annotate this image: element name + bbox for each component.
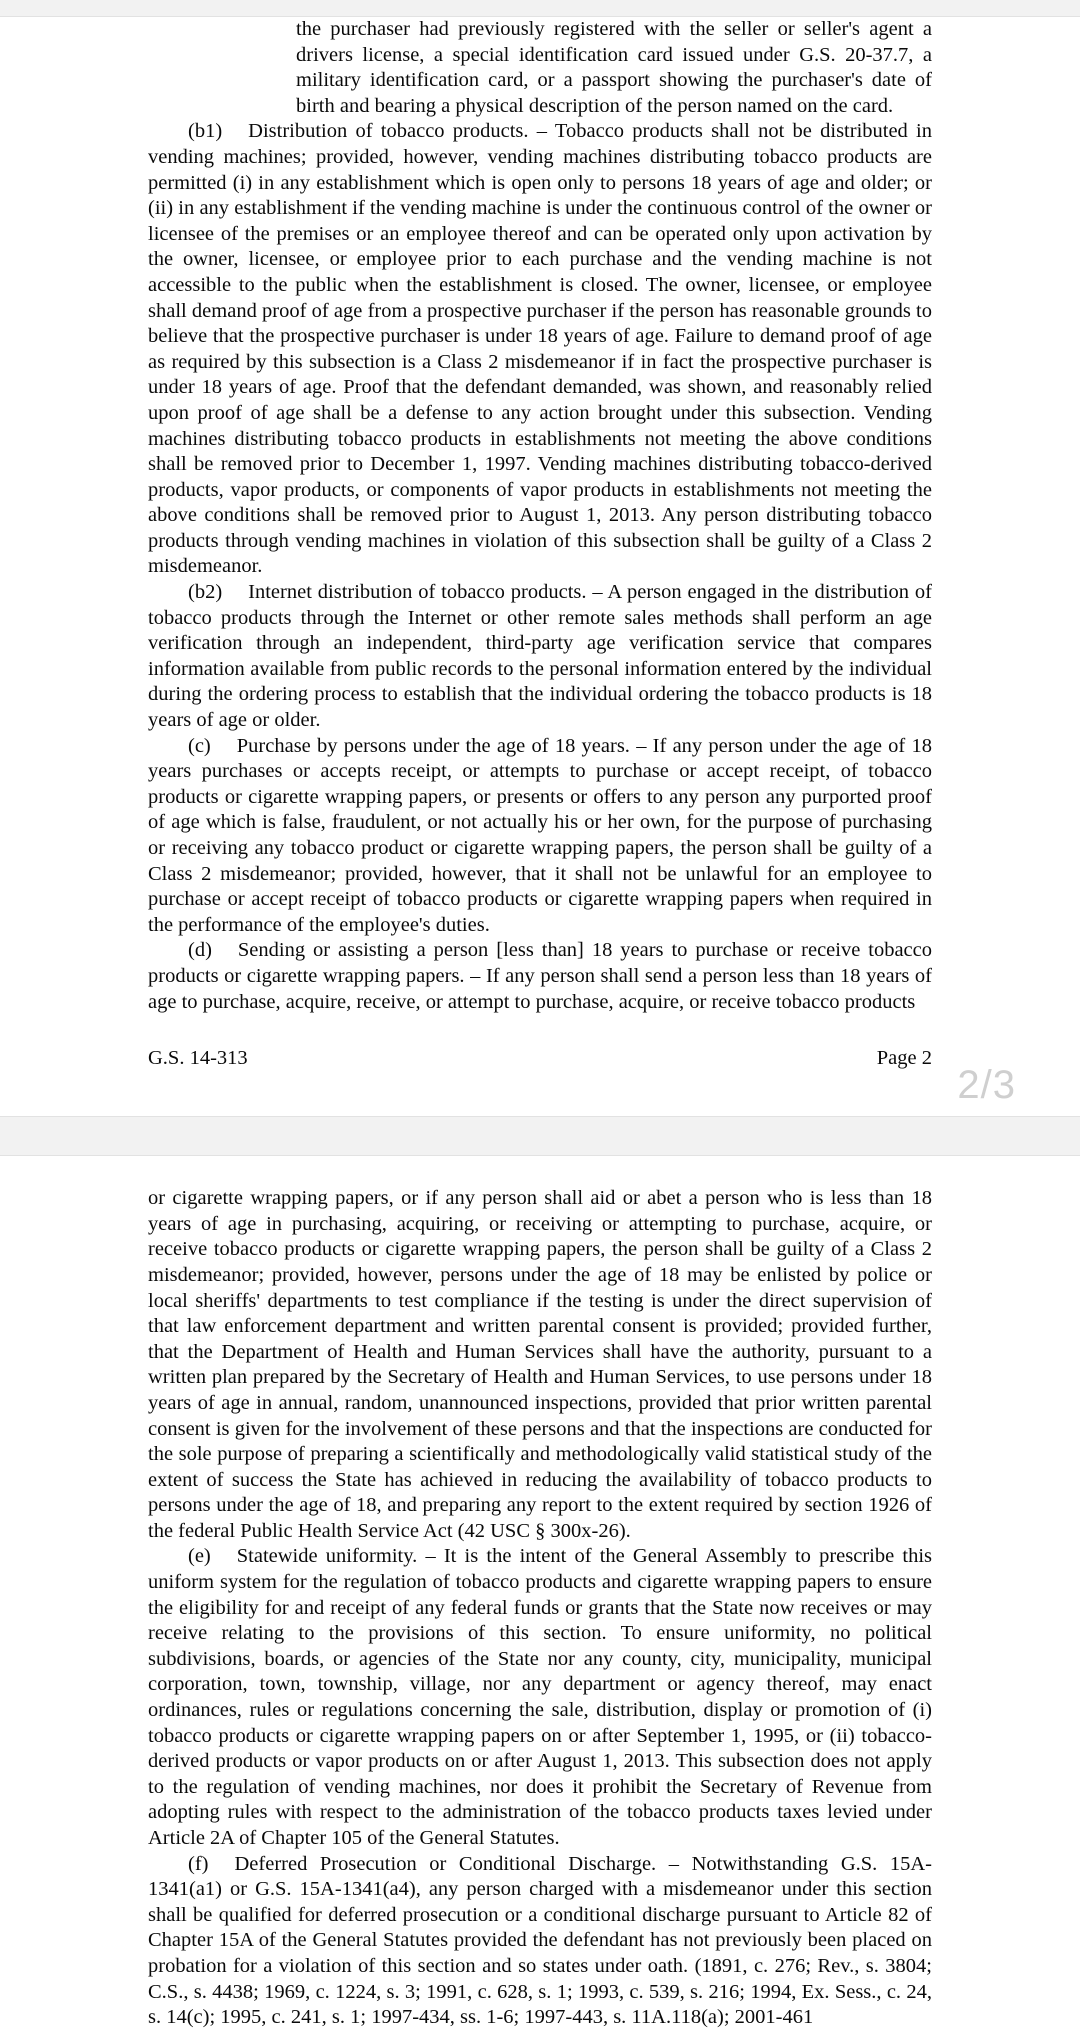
paragraph-heading-d: Sending or assisting a person [less than] 18 years to purchase or receive tobacco products or cigarette wrapping papers. bbox=[148, 939, 932, 987]
paragraph-heading-b1: Distribution of tobacco products. bbox=[248, 120, 529, 143]
paragraph-heading-e: Statewide uniformity. bbox=[236, 1545, 418, 1568]
paragraph-body-d: – If any person shall send a person less than 18 years of age to purchase, acquire, receive, or attempt to purchase, acquire, or receive tobacco products bbox=[148, 964, 933, 1013]
paragraph-body-b1: – Tobacco products shall not be distributed in vending machines; provided, however, vending machines distributing tobacco products are permitted (i) in any establishment which is open only to persons 18 years of age and older; or (ii) in any establishment if the vending machine is under the continuous control of the owner or licensee of the premises or an employee thereof and can be operated only upon activation by the owner, licensee, or employee prior to each purchase and the vending machine is not accessible to the public when the establishment is closed. The owner, licensee, or employee shall demand proof of age from a prospective purchaser if the person has reasonable grounds to believe that the prospective purchaser is under 18 years of age. Failure to demand proof of age as required by this subsection is a Class 2 misdemeanor if in fact the prospective purchaser is under 18 years of age. Proof that the defendant demanded, was shown, and reasonably relied upon proof of age shall be a defense to any action brought under this subsection. Vending machines distributing tobacco products in establishments not meeting the above conditions shall be removed prior to December 1, 1997. Vending machines distributing tobacco-derived products, vapor products, or components of vapor products in establishments not meeting the above conditions shall be removed prior to August 1, 2013. Any person distributing tobacco products through vending machines in violation of this subsection shall be guilty of a Class 2 misdemeanor. bbox=[148, 120, 933, 578]
document-page-2 bbox=[0, 17, 1080, 1116]
paragraph-heading-b2: Internet distribution of tobacco products. bbox=[248, 581, 587, 604]
paragraph-body-e: – It is the intent of the General Assembly to prescribe this uniform system for the regulation of tobacco products and cigarette wrapping papers to ensure the eligibility for and receipt of any federal funds or grants that the State now receives or may receive relating to the provisions of this section. To ensure uniformity, no political subdivisions, boards, or agencies of the State nor any county, city, municipality, municipal corporation, town, township, village, nor any department or agency thereof, may enact ordinances, rules or regulations concerning the sale, distribution, display or promotion of (i) tobacco products or cigarette wrapping papers on or after September 1, 1995, or (ii) tobacco-derived products or vapor products on or after August 1, 2013. This subsection does not apply to the regulation of vending machines, nor does it prohibit the Secretary of Revenue from adopting rules with respect to the administration of the tobacco products taxes levied under Article 2A of Chapter 105 of the General Statutes. bbox=[148, 1545, 933, 1849]
paragraph-c bbox=[148, 734, 932, 939]
paragraph-label-e: (e) bbox=[188, 1545, 211, 1568]
page-position-indicator: 2/3 bbox=[957, 1063, 1016, 1108]
paragraph-label-b1: (b1) bbox=[188, 120, 223, 143]
footer-statute-number: G.S. 14-313 bbox=[148, 1047, 248, 1070]
paragraph-heading-f: Deferred Prosecution or Conditional Discharge. bbox=[234, 1852, 657, 1875]
paragraph-label-b2: (b2) bbox=[188, 581, 223, 604]
paragraph-body-f: – Notwithstanding G.S. 15A-1341(a1) or G.S. 15A-1341(a4), any person charged with a misdemeanor under this section shall be qualified for deferred prosecution or a conditional discharge pursuant to Article 82 of Chapter 15A of the General Statutes provided the defendant has not previously been placed on probation for a violation of this section and so states under oath. (1891, c. 276; Rev., s. 3804; C.S., s. 4438; 1969, c. 1224, s. 3; 1991, c. 628, s. 1; 1993, c. 539, s. 216; 1994, Ex. Sess., c. 24, s. 14(c); 1995, c. 241, s. 1; 1997-434, ss. 1-6; 1997-443, s. 11A.118(a); 2001-461 bbox=[148, 1852, 933, 2029]
previous-page-gap bbox=[0, 0, 1080, 17]
paragraph-body-c: – If any person under the age of 18 years purchases or accepts receipt, or attempts to purchase or accept receipt, of tobacco products or cigarette wrapping papers, or presents or offers to any person any purported proof of age which is false, fraudulent, or not actually his or her own, for the purpose of purchasing or receiving any tobacco product or cigarette wrapping papers, the person shall be guilty of a Class 2 misdemeanor; provided, however, that it shall not be unlawful for an employee to purchase or accept receipt of tobacco products or cigarette wrapping papers when required in the performance of the employee's duties. bbox=[148, 734, 932, 936]
page-3-continuation-paragraph: or cigarette wrapping papers, or if any person shall aid or abet a person who is less than 18 years of age in purchasing, acquiring, or receiving or attempting to purchase, acquire, or receive tobacco products or cigarette wrapping papers, the person shall be guilty of a Class 2 misdemeanor; provided, however, persons under the age of 18 may be enlisted by police or local sheriffs' departments to test compliance if the testing is under the direct supervision of that law enforcement department and written parental consent is provided; provided further, that the Department of Health and Human Services shall have the authority, pursuant to a written plan prepared by the Secretary of Health and Human Services, to use persons under 18 years of age in annual, random, unannounced inspections, provided that prior written parental consent is given for the involvement of these persons and that the inspections are conducted for the sole purpose of preparing a scientifically and methodologically valid statistical study of the extent of success the State has achieved in reducing the availability of tobacco products to persons under the age of 18, and preparing any report to the extent required by section 1926 of the federal Public Health Service Act (42 USC § 300x-26). bbox=[148, 1187, 932, 1542]
paragraph-body-b2: – A person engaged in the distribution of tobacco products through the Internet or other remote sales methods shall perform an age verification through an independent, third-party age verification service that compares information available from public records to the personal information entered by the individual during the ordering process to establish that the individual ordering the tobacco products is 18 years of age or older. bbox=[148, 581, 932, 732]
paragraph-d bbox=[148, 938, 932, 1015]
paragraph-f bbox=[148, 1852, 932, 2031]
document-page-3 bbox=[0, 1156, 1080, 2031]
paragraph-heading-c: Purchase by persons under the age of 18 years. bbox=[236, 734, 630, 757]
paragraph-b2 bbox=[148, 580, 932, 734]
page-2-footer bbox=[0, 1047, 1080, 1070]
page-separator-gap bbox=[0, 1063, 1080, 1156]
paragraph-label-f: (f) bbox=[188, 1852, 209, 1875]
quote-continuation-paragraph: the purchaser had previously registered with the seller or seller's agent a drivers license, a special identification card issued under G.S. 20-37.7, a military identification card, or a passport showing the purchaser's date of birth and bearing a physical description of the person named on the card. bbox=[296, 18, 932, 117]
paragraph-e bbox=[148, 1544, 932, 1851]
paragraph-b1 bbox=[148, 119, 932, 580]
paragraph-label-d: (d) bbox=[188, 939, 212, 962]
paragraph-label-c: (c) bbox=[188, 734, 211, 757]
footer-page-number: Page 2 bbox=[876, 1047, 932, 1070]
